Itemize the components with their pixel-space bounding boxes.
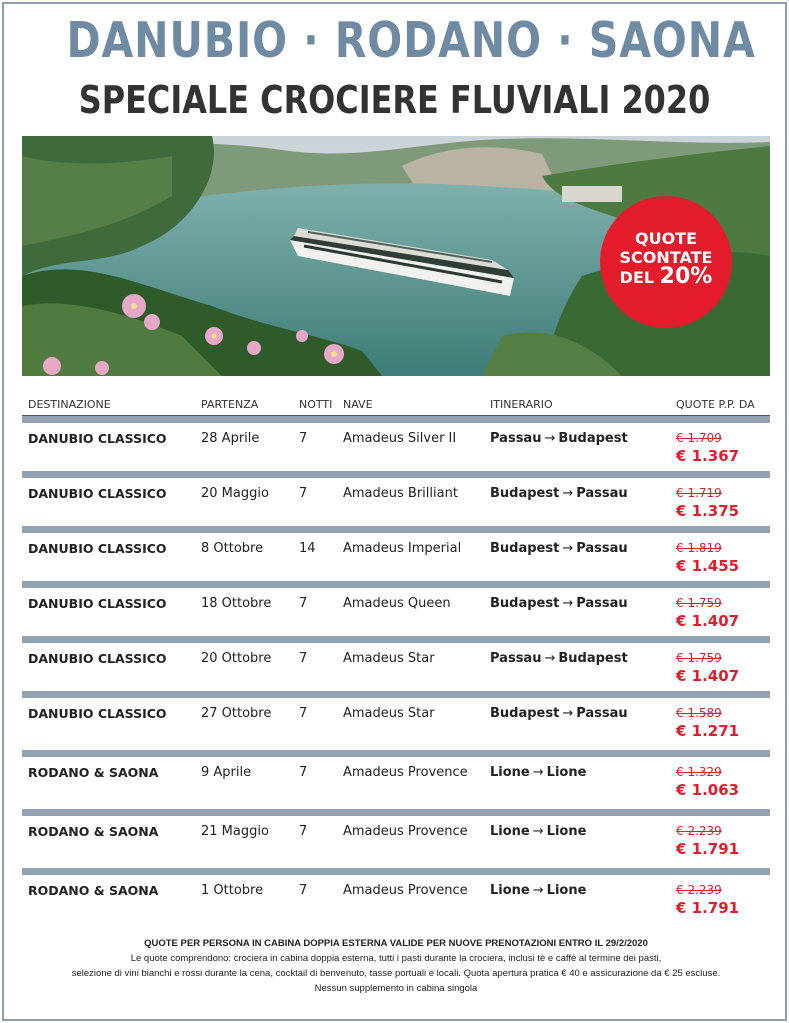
price-discounted: € 1.375 bbox=[676, 502, 740, 520]
cruise-table bbox=[22, 396, 770, 927]
discount-badge bbox=[600, 196, 732, 328]
itinerary-to: Lione bbox=[546, 824, 587, 839]
row-separator bbox=[22, 471, 770, 478]
cell-destinazione: DANUBIO CLASSICO bbox=[28, 651, 167, 666]
table-row bbox=[22, 691, 770, 750]
header-nave: NAVE bbox=[343, 398, 373, 411]
cell-destinazione: DANUBIO CLASSICO bbox=[28, 706, 167, 721]
table-row bbox=[22, 581, 770, 636]
cell-notti: 7 bbox=[299, 651, 308, 666]
cell-nave: Amadeus Provence bbox=[343, 765, 468, 780]
cell-notti: 7 bbox=[299, 486, 308, 501]
cell-nave: Amadeus Star bbox=[343, 706, 435, 721]
cell-itinerario bbox=[490, 596, 628, 611]
table-row bbox=[22, 636, 770, 691]
table-body bbox=[22, 416, 770, 927]
badge-prefix: DEL bbox=[619, 268, 655, 287]
arrow-right-icon: → bbox=[532, 883, 544, 898]
cell-notti: 14 bbox=[299, 541, 316, 556]
header-quote: QUOTE P.P. DA bbox=[676, 398, 755, 411]
badge-percent: 20% bbox=[659, 264, 713, 289]
cell-itinerario bbox=[490, 431, 628, 446]
table-row bbox=[22, 526, 770, 581]
cell-notti: 7 bbox=[299, 824, 308, 839]
cell-partenza: 21 Maggio bbox=[201, 824, 269, 839]
itinerary-to: Passau bbox=[576, 486, 628, 501]
arrow-right-icon: → bbox=[544, 651, 556, 666]
cell-nave: Amadeus Provence bbox=[343, 824, 468, 839]
cell-destinazione: RODANO & SAONA bbox=[28, 765, 159, 780]
footer-single-cabin: Nessun supplemento in cabina singola bbox=[314, 983, 478, 994]
cell-itinerario bbox=[490, 765, 586, 780]
cell-partenza: 27 Ottobre bbox=[201, 706, 272, 721]
row-separator bbox=[22, 526, 770, 533]
price-discounted: € 1.271 bbox=[676, 722, 740, 740]
cell-destinazione: DANUBIO CLASSICO bbox=[28, 596, 167, 611]
price-discounted: € 1.791 bbox=[676, 840, 740, 858]
itinerary-to: Budapest bbox=[558, 651, 628, 666]
cell-itinerario bbox=[490, 486, 628, 501]
cell-notti: 7 bbox=[299, 431, 308, 446]
price-original: € 1.759 bbox=[676, 596, 722, 610]
arrow-right-icon: → bbox=[562, 486, 574, 501]
itinerary-to: Passau bbox=[576, 706, 628, 721]
cell-nave: Amadeus Silver II bbox=[343, 431, 457, 446]
row-separator bbox=[22, 581, 770, 588]
footer-includes-2: selezione di vini bianchi e rossi durante la cena, cocktail di benvenuto, tasse portuali e locali. Quota apertura pratica € 40 e assicurazione da € 25 escluse. bbox=[71, 968, 721, 979]
cell-nave: Amadeus Brilliant bbox=[343, 486, 458, 501]
price-original: € 1.589 bbox=[676, 706, 722, 720]
footer-validity: QUOTE PER PERSONA IN CABINA DOPPIA ESTERNA VALIDE PER NUOVE PRENOTAZIONI ENTRO IL 29/2/2020 bbox=[144, 938, 648, 949]
cell-partenza: 20 Maggio bbox=[201, 486, 269, 501]
table-header bbox=[22, 396, 770, 416]
cell-notti: 7 bbox=[299, 765, 308, 780]
price-original: € 1.329 bbox=[676, 765, 722, 779]
header-itinerario: ITINERARIO bbox=[490, 398, 553, 411]
cell-itinerario bbox=[490, 706, 628, 721]
header-destinazione: DESTINAZIONE bbox=[28, 398, 111, 411]
row-separator bbox=[22, 809, 770, 816]
itinerary-from: Budapest bbox=[490, 541, 560, 556]
arrow-right-icon: → bbox=[532, 765, 544, 780]
itinerary-from: Passau bbox=[490, 651, 542, 666]
itinerary-to: Passau bbox=[576, 541, 628, 556]
cell-itinerario bbox=[490, 541, 628, 556]
header-notti: NOTTI bbox=[299, 398, 333, 411]
price-original: € 1.759 bbox=[676, 651, 722, 665]
itinerary-from: Lione bbox=[490, 883, 530, 898]
cell-destinazione: DANUBIO CLASSICO bbox=[28, 541, 167, 556]
table-row bbox=[22, 868, 770, 927]
arrow-right-icon: → bbox=[544, 431, 556, 446]
badge-line-3 bbox=[600, 264, 732, 289]
cell-nave: Amadeus Star bbox=[343, 651, 435, 666]
cell-destinazione: DANUBIO CLASSICO bbox=[28, 431, 167, 446]
arrow-right-icon: → bbox=[562, 541, 574, 556]
arrow-right-icon: → bbox=[532, 824, 544, 839]
itinerary-to: Lione bbox=[546, 883, 587, 898]
page-title: DANUBIO · RODANO · SAONA bbox=[66, 12, 756, 69]
cell-nave: Amadeus Imperial bbox=[343, 541, 462, 556]
footer-notes bbox=[22, 936, 770, 996]
itinerary-from: Budapest bbox=[490, 706, 560, 721]
cell-itinerario bbox=[490, 824, 586, 839]
arrow-right-icon: → bbox=[562, 596, 574, 611]
cell-itinerario bbox=[490, 651, 628, 666]
table-row bbox=[22, 750, 770, 809]
itinerary-from: Lione bbox=[490, 765, 530, 780]
price-original: € 1.819 bbox=[676, 541, 722, 555]
price-original: € 1.709 bbox=[676, 431, 722, 445]
itinerary-from: Budapest bbox=[490, 486, 560, 501]
price-original: € 2.239 bbox=[676, 824, 722, 838]
arrow-right-icon: → bbox=[562, 706, 574, 721]
cell-destinazione: DANUBIO CLASSICO bbox=[28, 486, 167, 501]
price-original: € 2.239 bbox=[676, 883, 722, 897]
cell-partenza: 1 Ottobre bbox=[201, 883, 264, 898]
table-row bbox=[22, 416, 770, 471]
cell-partenza: 28 Aprile bbox=[201, 431, 260, 446]
itinerary-from: Budapest bbox=[490, 596, 560, 611]
table-row bbox=[22, 809, 770, 868]
cell-nave: Amadeus Provence bbox=[343, 883, 468, 898]
cell-partenza: 20 Ottobre bbox=[201, 651, 272, 666]
price-discounted: € 1.407 bbox=[676, 667, 740, 685]
header-partenza: PARTENZA bbox=[201, 398, 259, 411]
cell-notti: 7 bbox=[299, 883, 308, 898]
itinerary-to: Lione bbox=[546, 765, 587, 780]
price-discounted: € 1.455 bbox=[676, 557, 740, 575]
itinerary-from: Passau bbox=[490, 431, 542, 446]
row-separator bbox=[22, 691, 770, 698]
row-separator bbox=[22, 750, 770, 757]
itinerary-to: Budapest bbox=[558, 431, 628, 446]
price-discounted: € 1.407 bbox=[676, 612, 740, 630]
cell-notti: 7 bbox=[299, 596, 308, 611]
price-discounted: € 1.063 bbox=[676, 781, 740, 799]
page-subtitle: SPECIALE CROCIERE FLUVIALI 2020 bbox=[78, 78, 711, 122]
badge-line-2: SCONTATE bbox=[619, 248, 713, 267]
cell-partenza: 8 Ottobre bbox=[201, 541, 264, 556]
cell-itinerario bbox=[490, 883, 586, 898]
cell-destinazione: RODANO & SAONA bbox=[28, 824, 159, 839]
cell-partenza: 9 Aprile bbox=[201, 765, 252, 780]
itinerary-to: Passau bbox=[576, 596, 628, 611]
cell-notti: 7 bbox=[299, 706, 308, 721]
row-separator bbox=[22, 868, 770, 875]
footer-includes-1: Le quote comprendono: crociera in cabina doppia esterna, tutti i pasti durante la crociera, inclusi tè e caffè al termine dei pasti, bbox=[130, 953, 662, 964]
cell-destinazione: RODANO & SAONA bbox=[28, 883, 159, 898]
price-discounted: € 1.367 bbox=[676, 447, 740, 465]
row-separator bbox=[22, 636, 770, 643]
cell-partenza: 18 Ottobre bbox=[201, 596, 272, 611]
price-discounted: € 1.791 bbox=[676, 899, 740, 917]
itinerary-from: Lione bbox=[490, 824, 530, 839]
table-row bbox=[22, 471, 770, 526]
row-separator bbox=[22, 416, 770, 423]
badge-line-1: QUOTE bbox=[634, 229, 698, 248]
cell-nave: Amadeus Queen bbox=[343, 596, 451, 611]
price-original: € 1.719 bbox=[676, 486, 722, 500]
